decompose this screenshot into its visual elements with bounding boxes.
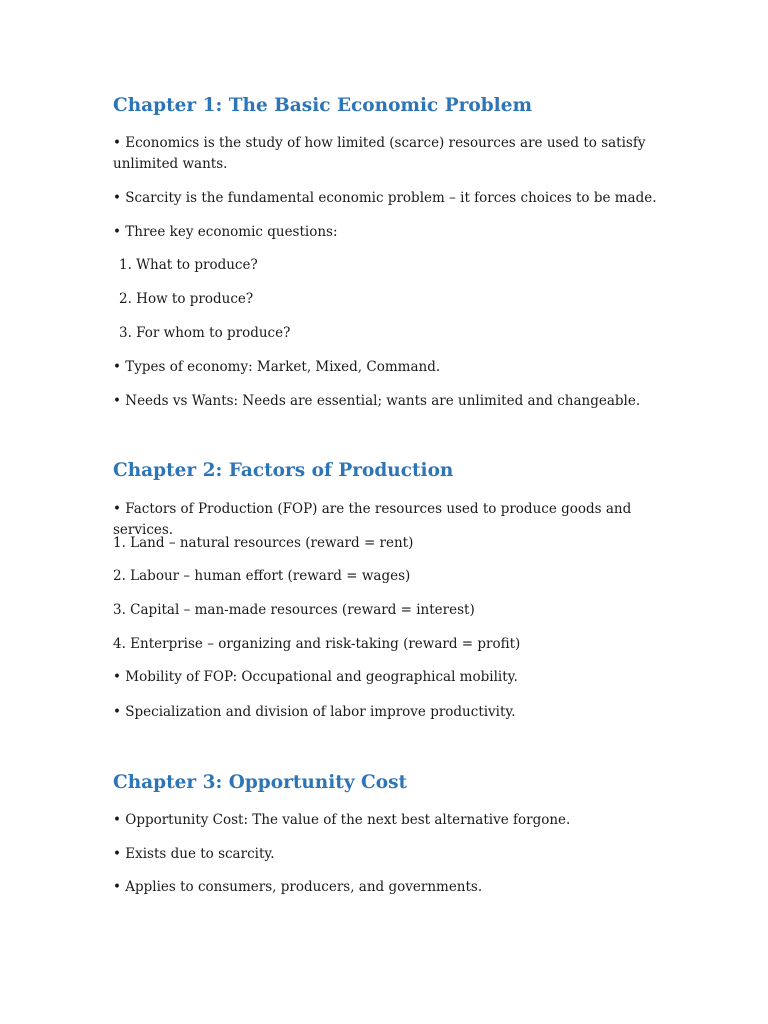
chapter-2-list-item: 1. Land – natural resources (reward = rent)	[113, 535, 414, 551]
chapter-1-list-item: 3. For whom to produce?	[119, 325, 291, 341]
chapter-2-list-item: 4. Enterprise – organizing and risk-taking (reward = profit)	[113, 636, 521, 652]
chapter-2-title: Chapter 2: Factors of Production	[113, 460, 454, 481]
chapter-2	[113, 459, 673, 720]
chapter-2-list-item: 2. Labour – human effort (reward = wages)	[113, 568, 411, 584]
chapter-3-paragraph: • Applies to consumers, producers, and governments.	[113, 879, 483, 895]
chapter-1-paragraph: • Economics is the study of how limited (scarce) resources are used to satisfy unlimited wants.	[113, 135, 646, 172]
chapter-3-paragraph: • Opportunity Cost: The value of the next best alternative forgone.	[113, 812, 571, 828]
chapter-1-title: Chapter 1: The Basic Economic Problem	[113, 95, 533, 116]
chapter-1-paragraph: • Types of economy: Market, Mixed, Command.	[113, 359, 441, 375]
chapter-3-title: Chapter 3: Opportunity Cost	[113, 772, 408, 793]
chapter-1	[113, 94, 673, 409]
chapter-2-paragraph: • Mobility of FOP: Occupational and geographical mobility.	[113, 669, 518, 685]
chapter-1-list-item: 2. How to produce?	[119, 291, 254, 307]
chapter-1-list-item: 1. What to produce?	[119, 257, 258, 273]
chapter-2-list-item: 3. Capital – man-made resources (reward = interest)	[113, 602, 475, 618]
chapter-2-paragraph: • Factors of Production (FOP) are the resources used to produce goods and services.	[113, 501, 632, 538]
chapter-1-paragraph: • Scarcity is the fundamental economic problem – it forces choices to be made.	[113, 190, 657, 206]
chapter-3	[113, 771, 673, 895]
chapter-1-paragraph: • Needs vs Wants: Needs are essential; wants are unlimited and changeable.	[113, 393, 641, 409]
chapter-3-paragraph: • Exists due to scarcity.	[113, 846, 275, 862]
chapter-1-paragraph: • Three key economic questions:	[113, 224, 338, 240]
chapter-2-paragraph: • Specialization and division of labor improve productivity.	[113, 704, 516, 720]
